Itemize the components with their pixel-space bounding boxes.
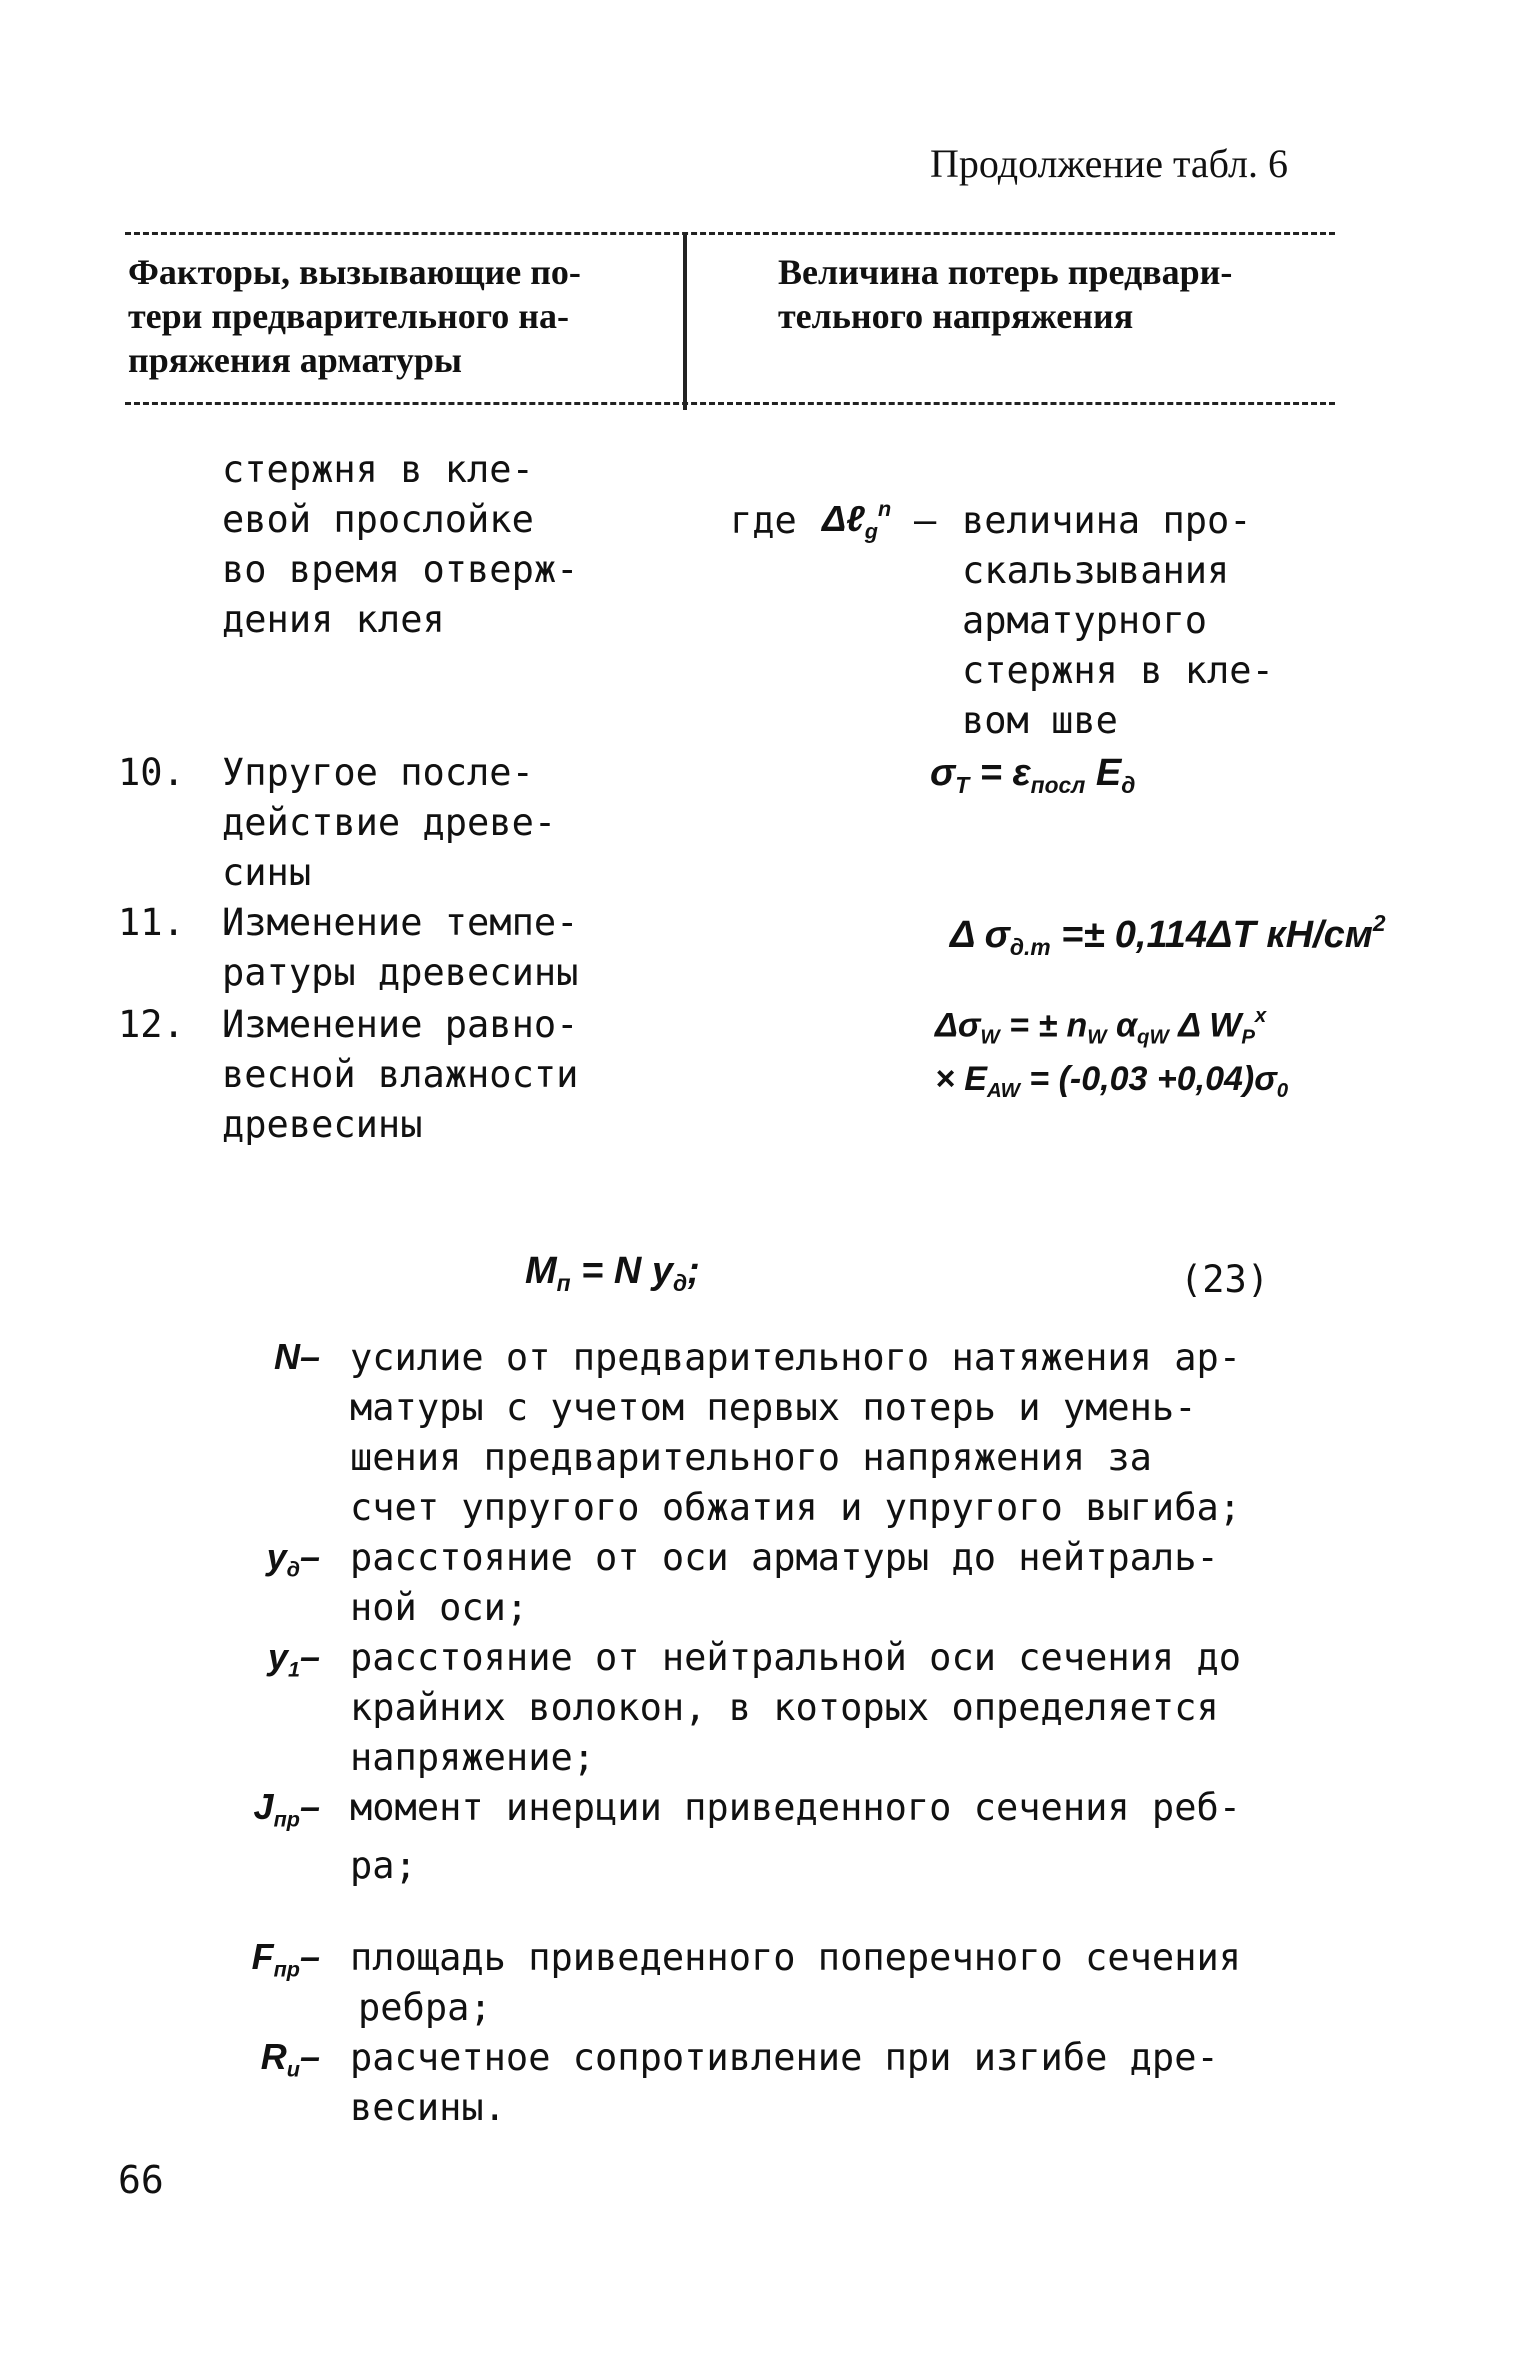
row-10-formula: $\sigma_T = \varepsilon_{посл}$ $E_д$ bbox=[930, 752, 1136, 798]
equation-number: (23) bbox=[1180, 1258, 1270, 1301]
where-label: где bbox=[730, 499, 797, 542]
row-11-formula: Δ $\sigma_{д.т} =\pm 0,114\Delta T$ $кН/см^2$ bbox=[950, 910, 1386, 960]
where-dash: – bbox=[914, 499, 937, 542]
row-11-factor: Изменение темпе- ратуры древесины bbox=[222, 901, 579, 994]
row-10-factor: Упругое после- действие древе- сины bbox=[222, 751, 557, 894]
row-10-number: 10. bbox=[118, 751, 185, 794]
legend-text-Ri: расчетное сопротивление при изгибе дре- весины. bbox=[350, 2036, 1219, 2129]
equation-23: $M_п = N$ $y_д$; bbox=[525, 1250, 700, 1296]
legend-symbol-yd: $y_д-$ bbox=[266, 1536, 320, 1582]
slip-description: величина про- скальзывания арматурного стержня в кле- вом шве bbox=[962, 499, 1274, 742]
legend-symbol-y1: $y_1-$ bbox=[267, 1636, 320, 1682]
table-top-rule bbox=[125, 232, 1335, 235]
continuation-label: Продолжение табл. 6 bbox=[930, 141, 1288, 186]
legend-symbol-Jpr: $J_{пр}-$ bbox=[253, 1786, 320, 1832]
row-12-number: 12. bbox=[118, 1003, 185, 1046]
continued-factor-text: стержня в кле- евой прослойке во время отверж- дения клея bbox=[222, 448, 579, 641]
row-12-formula-line1: $\Delta\sigma_W$ = ± $n_W$ $\alpha_{qW}$ Δ $W_P^x$ bbox=[935, 1005, 1267, 1049]
legend-symbol-N: N– bbox=[273, 1336, 320, 1377]
table-column-divider bbox=[683, 232, 687, 410]
legend-text-Fpr: площадь приведенного поперечного сечения ребра; bbox=[350, 1936, 1242, 2029]
row-11-number: 11. bbox=[118, 901, 185, 944]
legend-text-yd: расстояние от оси арматуры до нейтраль- ной оси; bbox=[350, 1536, 1219, 1629]
legend-symbol-Ri: $R_и-$ bbox=[260, 2036, 320, 2082]
legend-text-N: усилие от предварительного натяжения ар- матуры с учетом первых потерь и умень- шения предварительного напряжения за счет упругого обжатия и упругого выгиба; bbox=[350, 1336, 1242, 1529]
page-number: 66 bbox=[118, 2158, 164, 2202]
row-12-factor: Изменение равно- весной влажности древесины bbox=[222, 1003, 579, 1146]
col2-header: Величина потерь предвари- тельного напряжения bbox=[778, 252, 1233, 336]
table-header-bottom-rule bbox=[125, 402, 1335, 405]
row-12-formula-line2: × $E_{AW} = (-0,03 +0,04)\sigma_0$ bbox=[935, 1060, 1289, 1103]
slip-symbol: Δℓ$_g^n$ bbox=[822, 496, 892, 544]
legend-text-Jpr: момент инерции приведенного сечения реб- ра; bbox=[350, 1786, 1242, 1887]
legend-symbol-Fpr: $F_{пр}-$ bbox=[251, 1936, 320, 1982]
col1-header: Факторы, вызывающие по- тери предварительного на- пряжения арматуры bbox=[128, 252, 581, 380]
legend-text-y1: расстояние от нейтральной оси сечения до крайних волокон, в которых определяется напряжение; bbox=[350, 1636, 1242, 1779]
